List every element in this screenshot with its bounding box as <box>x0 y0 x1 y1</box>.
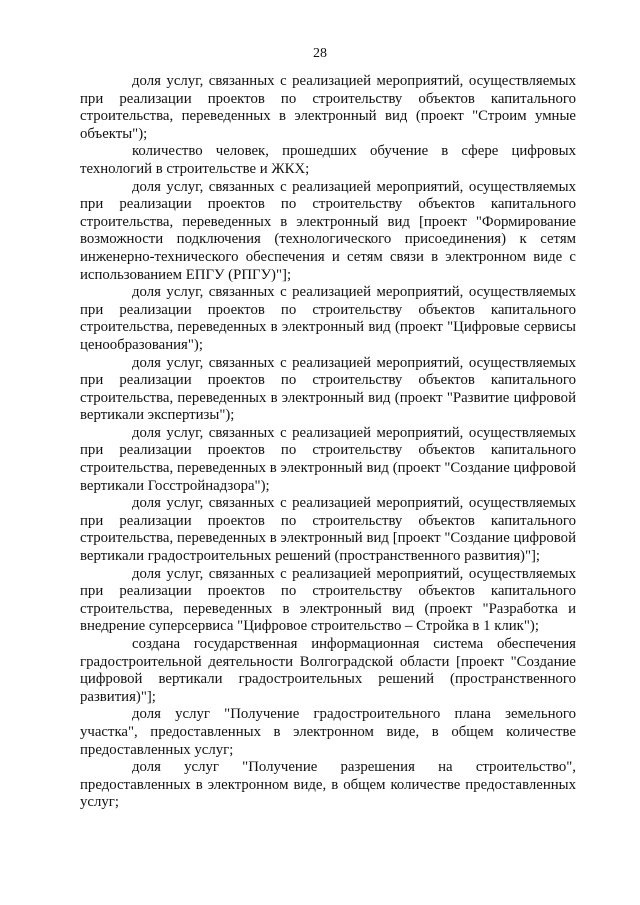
document-body <box>80 73 576 812</box>
paragraph: доля услуг, связанных с реализацией мероприятий, осуществляемых при реализации проектов по строительству объектов капитального строительства, переведенных в электронный вид [проект "Формирование возможности подключения (технологического присоединения) к сетям инженерно-технического обеспечения и сетям связи в электронном виде с использованием ЕПГУ (РПГУ)"]; <box>80 178 576 283</box>
paragraph: доля услуг, связанных с реализацией мероприятий, осуществляемых при реализации проектов по строительству объектов капитального строительства, переведенных в электронный вид (проект "Цифровые сервисы ценообразования"); <box>80 284 576 353</box>
paragraph: количество человек, прошедших обучение в сфере цифровых технологий в строительстве и ЖКХ; <box>80 143 576 177</box>
paragraph: создана государственная информационная система обеспечения градостроительной деятельности Волгоградской области [проект "Создание цифровой вертикали градостроительных решений (пространственного развития)"]; <box>80 636 576 705</box>
paragraph: доля услуг, связанных с реализацией мероприятий, осуществляемых при реализации проектов по строительству объектов капитального строительства, переведенных в электронный вид [проект "Создание цифровой вертикали градостроительных решений (пространственного развития)"]; <box>80 495 576 565</box>
paragraph: доля услуг "Получение разрешения на строительство", предоставленных в электронном виде, в общем количестве предоставленных услуг; <box>80 759 576 811</box>
paragraph: доля услуг, связанных с реализацией мероприятий, осуществляемых при реализации проектов по строительству объектов капитального строительства, переведенных в электронный вид (проект "Создание цифровой вертикали Госстройнадзора"); <box>80 424 576 494</box>
paragraph: доля услуг, связанных с реализацией мероприятий, осуществляемых при реализации проектов по строительству объектов капитального строительства, переведенных в электронный вид (проект "Разработка и внедрение суперсервиса "Цифровое строительство – Стройка в 1 клик"); <box>80 565 576 635</box>
paragraph: доля услуг, связанных с реализацией мероприятий, осуществляемых при реализации проектов по строительству объектов капитального строительства, переведенных в электронный вид (проект "Строим умные объекты"); <box>80 73 576 142</box>
page-number: 28 <box>313 46 327 61</box>
paragraph: доля услуг, связанных с реализацией мероприятий, осуществляемых при реализации проектов по строительству объектов капитального строительства, переведенных в электронный вид (проект "Развитие цифровой вертикали экспертизы"); <box>80 354 576 424</box>
paragraph: доля услуг "Получение градостроительного плана земельного участка", предоставленных в электронном виде, в общем количестве предоставленных услуг; <box>80 706 576 758</box>
